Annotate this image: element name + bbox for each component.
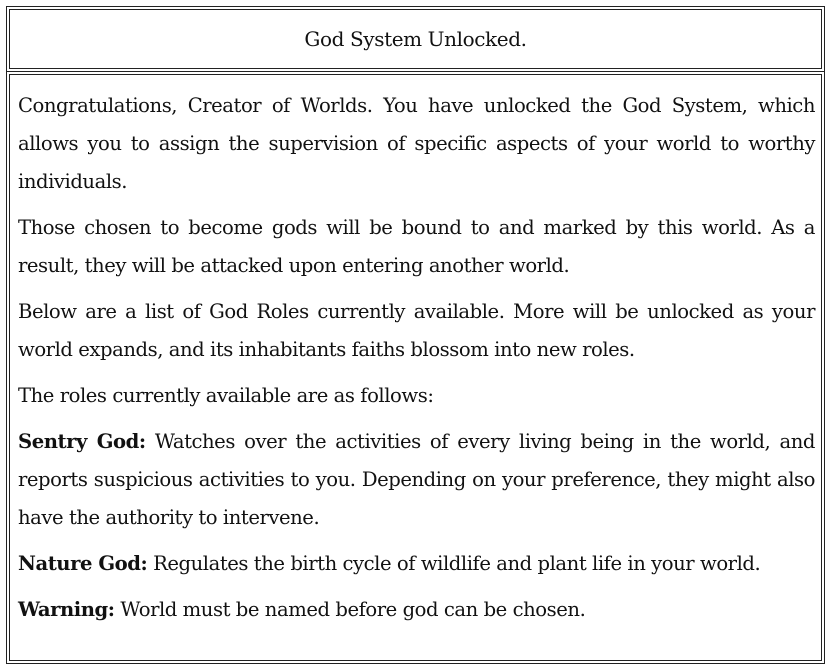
sentry-god-entry	[18, 423, 815, 537]
roles-available-paragraph: The roles currently available are as follows:	[18, 384, 434, 407]
sentry-god-description: Watches over the activities of every living being in the world, and reports suspicious activities to you. Depending on your preference, they might also have the authority to intervene.	[18, 430, 815, 529]
message-box-inner	[9, 74, 822, 661]
nature-god-entry	[18, 545, 815, 583]
binding-paragraph: Those chosen to become gods will be bound to and marked by this world. As a result, they will be attacked upon entering another world.	[18, 216, 815, 277]
nature-god-label: Nature God:	[18, 552, 148, 575]
title-box	[6, 6, 825, 72]
title-box-inner	[9, 9, 822, 69]
intro-paragraph: Congratulations, Creator of Worlds. You have unlocked the God System, which allows you to assign the supervision of specific aspects of your world to worthy individuals.	[18, 94, 815, 193]
roles-intro-paragraph: Below are a list of God Roles currently available. More will be unlocked as your world expands, and its inhabitants faiths blossom into new roles.	[18, 300, 815, 361]
warning-label: Warning:	[18, 598, 115, 621]
sentry-god-label: Sentry God:	[18, 430, 146, 453]
nature-god-description: Regulates the birth cycle of wildlife and plant life in your world.	[147, 552, 761, 575]
warning-text: World must be named before god can be chosen.	[114, 598, 586, 621]
message-box	[6, 71, 825, 664]
warning-entry	[18, 591, 815, 629]
system-title: God System Unlocked.	[304, 27, 527, 51]
